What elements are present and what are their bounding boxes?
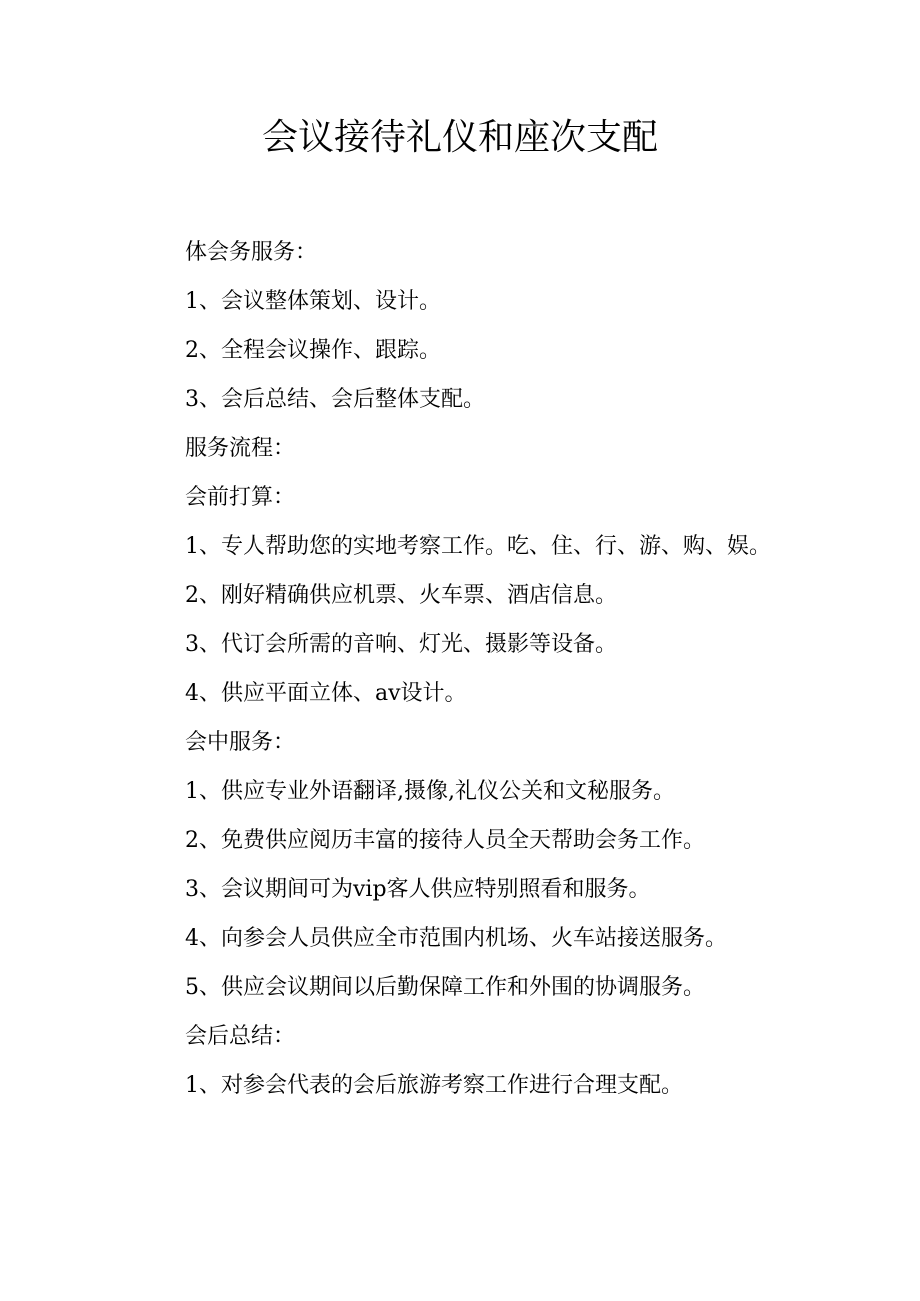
paragraph-item: 1、专人帮助您的实地考察工作。吃、住、行、游、购、娱。 bbox=[185, 534, 771, 559]
paragraph-item: 2、免费供应阅历丰富的接待人员全天帮助会务工作。 bbox=[185, 828, 705, 853]
paragraph-item: 1、对参会代表的会后旅游考察工作进行合理支配。 bbox=[185, 1073, 683, 1098]
section-heading-after: 会后总结： bbox=[185, 1024, 296, 1049]
section-heading-before: 会前打算： bbox=[185, 485, 296, 510]
paragraph-item: 4、供应平面立体、av设计。 bbox=[185, 681, 467, 706]
paragraph-item: 2、刚好精确供应机票、火车票、酒店信息。 bbox=[185, 583, 617, 608]
document-body bbox=[137, 228, 777, 1110]
paragraph-item: 1、供应专业外语翻译,摄像,礼仪公关和文秘服务。 bbox=[185, 779, 675, 804]
paragraph-item: 3、代订会所需的音响、灯光、摄影等设备。 bbox=[185, 632, 617, 657]
paragraph-service-intro: 体会务服务： bbox=[185, 240, 318, 265]
document-title: 会议接待礼仪和座次支配 bbox=[261, 117, 658, 158]
section-heading-during: 会中服务： bbox=[185, 730, 296, 755]
paragraph-item: 4、向参会人员供应全市范围内机场、火车站接送服务。 bbox=[185, 926, 727, 951]
paragraph-item: 5、供应会议期间以后勤保障工作和外围的协调服务。 bbox=[185, 975, 705, 1000]
paragraph-item: 2、全程会议操作、跟踪。 bbox=[185, 338, 441, 363]
section-heading-process: 服务流程： bbox=[185, 436, 296, 461]
paragraph-item: 3、会后总结、会后整体支配。 bbox=[185, 387, 485, 412]
paragraph-item: 1、会议整体策划、设计。 bbox=[185, 289, 441, 314]
paragraph-item: 3、会议期间可为vip客人供应特别照看和服务。 bbox=[185, 877, 651, 902]
